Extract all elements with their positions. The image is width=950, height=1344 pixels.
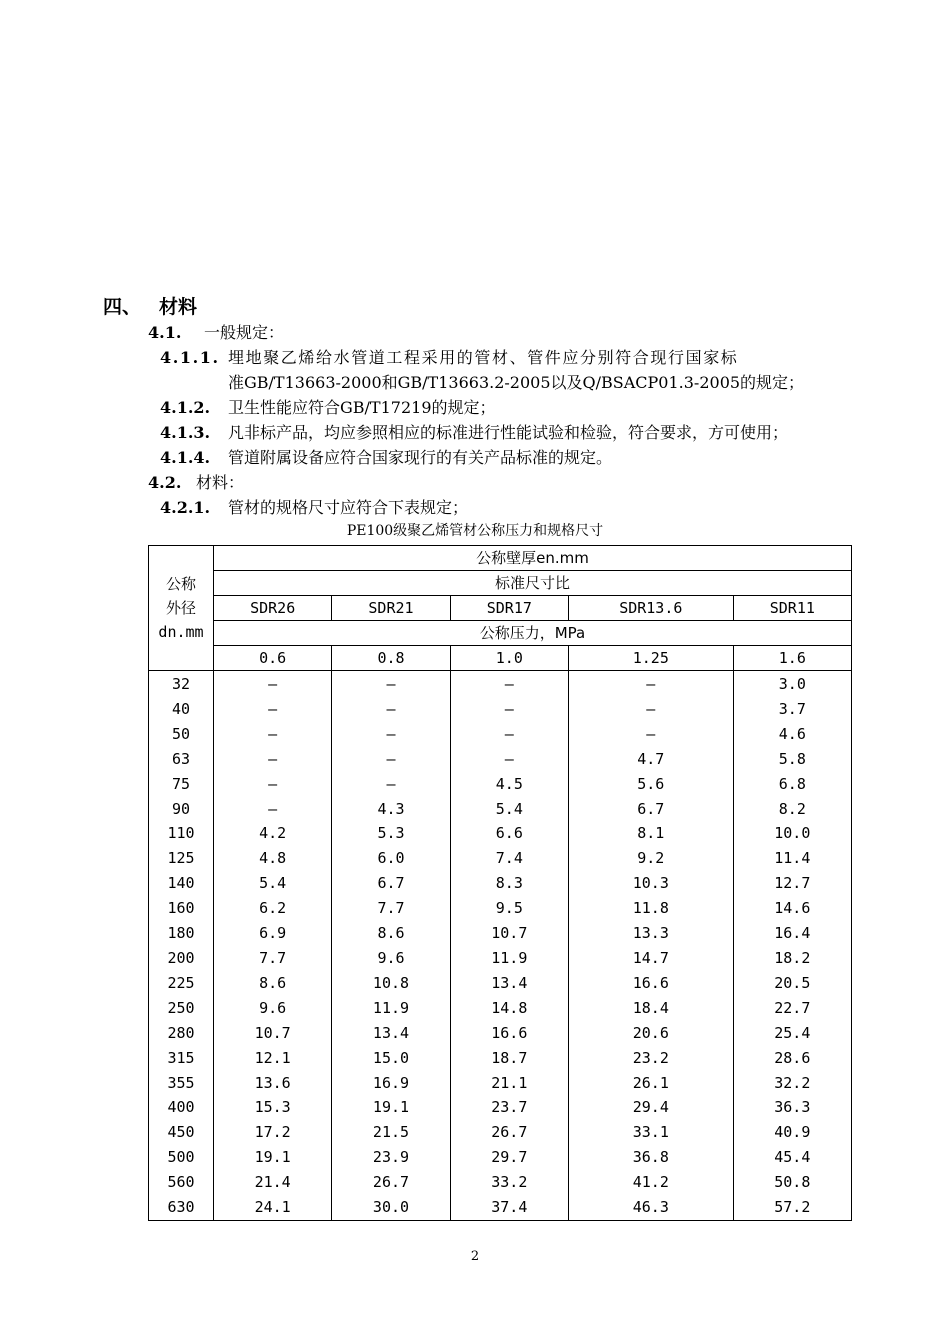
table-row	[149, 671, 852, 697]
wall-thickness-cell: 8.2	[733, 797, 851, 822]
outer-diameter-cell: 90	[149, 797, 214, 822]
wall-thickness-cell: 33.2	[450, 1170, 568, 1195]
outer-diameter-cell: 180	[149, 921, 214, 946]
outer-diameter-cell: 450	[149, 1120, 214, 1145]
wall-thickness-cell: 16.9	[332, 1071, 450, 1096]
page-number: 2	[470, 1249, 480, 1264]
pressure-header: 0.6	[214, 646, 332, 671]
table-row	[149, 1021, 852, 1046]
wall-thickness-cell: 9.6	[332, 946, 450, 971]
clause-text: 卫生性能应符合GB/T17219的规定；	[228, 398, 496, 417]
wall-thickness-cell: 11.8	[568, 896, 733, 921]
wall-thickness-cell: 50.8	[733, 1170, 851, 1195]
row-header-line: dn.mm	[158, 623, 204, 641]
table-row	[149, 1046, 852, 1071]
table-row	[149, 996, 852, 1021]
wall-thickness-cell: 18.7	[450, 1046, 568, 1071]
wall-thickness-cell: 45.4	[733, 1145, 851, 1170]
row-header-line: 公称	[165, 575, 196, 593]
wall-thickness-cell: 6.7	[568, 797, 733, 822]
outer-diameter-cell: 280	[149, 1021, 214, 1046]
outer-diameter-cell: 560	[149, 1170, 214, 1195]
wall-thickness-cell: 4.2	[214, 821, 332, 846]
wall-thickness-cell: 14.6	[733, 896, 851, 921]
outer-diameter-cell: 500	[149, 1145, 214, 1170]
table-row	[149, 871, 852, 896]
clause-4-1-3	[160, 422, 788, 444]
wall-thickness-cell: 6.0	[332, 846, 450, 871]
table-row	[149, 1071, 852, 1096]
table-row	[149, 797, 852, 822]
outer-diameter-cell: 315	[149, 1046, 214, 1071]
clause-text: 管材的规格尺寸应符合下表规定；	[228, 498, 469, 517]
outer-diameter-cell: 400	[149, 1095, 214, 1120]
wall-thickness-cell: 9.5	[450, 896, 568, 921]
outer-diameter-cell: 250	[149, 996, 214, 1021]
outer-diameter-cell: 32	[149, 671, 214, 697]
wall-thickness-cell: 30.0	[332, 1195, 450, 1220]
wall-thickness-cell: 26.1	[568, 1071, 733, 1096]
outer-diameter-cell: 630	[149, 1195, 214, 1220]
pressure-header: 1.25	[568, 646, 733, 671]
sdr-header: SDR17	[450, 596, 568, 621]
wall-thickness-cell: 9.6	[214, 996, 332, 1021]
wall-thickness-cell: 4.3	[332, 797, 450, 822]
wall-thickness-cell: 21.5	[332, 1120, 450, 1145]
wall-thickness-cell: 22.7	[733, 996, 851, 1021]
wall-thickness-cell: 7.4	[450, 846, 568, 871]
table-row	[149, 846, 852, 871]
section-number: 四、	[103, 296, 142, 318]
row-header-cell	[149, 546, 214, 671]
clause-number: 4.1.2.	[160, 398, 211, 417]
table-row	[149, 896, 852, 921]
table-row	[149, 772, 852, 797]
wall-thickness-cell: 10.0	[733, 821, 851, 846]
table-row	[149, 946, 852, 971]
wall-thickness-cell: —	[332, 772, 450, 797]
row-header-line: 外径	[165, 599, 196, 617]
table-row	[149, 722, 852, 747]
wall-thickness-cell: 12.7	[733, 871, 851, 896]
table-body	[149, 671, 852, 1221]
table-caption: PE100级聚乙烯管材公称压力和规格尺寸	[346, 523, 604, 539]
outer-diameter-cell: 160	[149, 896, 214, 921]
wall-thickness-cell: 14.8	[450, 996, 568, 1021]
wall-thickness-cell: 18.2	[733, 946, 851, 971]
wall-thickness-cell: 23.2	[568, 1046, 733, 1071]
wall-thickness-cell: —	[214, 722, 332, 747]
outer-diameter-cell: 225	[149, 971, 214, 996]
clause-4-1	[148, 322, 284, 344]
clause-text: 管道附属设备应符合国家现行的有关产品标准的规定。	[228, 448, 613, 467]
outer-diameter-cell: 40	[149, 697, 214, 722]
clause-number: 4.1.	[148, 323, 182, 342]
outer-diameter-cell: 63	[149, 747, 214, 772]
outer-diameter-cell: 355	[149, 1071, 214, 1096]
clause-number: 4.2.	[148, 473, 182, 492]
wall-thickness-cell: 11.9	[450, 946, 568, 971]
wall-thickness-cell: 23.7	[450, 1095, 568, 1120]
wall-thickness-cell: 4.5	[450, 772, 568, 797]
wall-thickness-cell: 8.3	[450, 871, 568, 896]
table-row	[149, 921, 852, 946]
section-title: 材料	[159, 296, 198, 318]
wall-thickness-cell: 7.7	[214, 946, 332, 971]
clause-4-1-1-continuation	[228, 372, 804, 394]
table-row	[149, 821, 852, 846]
outer-diameter-cell: 110	[149, 821, 214, 846]
wall-thickness-cell: 8.6	[214, 971, 332, 996]
wall-thickness-cell: 16.6	[568, 971, 733, 996]
wall-thickness-cell: 15.3	[214, 1095, 332, 1120]
clause-text: 材料：	[196, 473, 245, 492]
sdr-header: SDR11	[733, 596, 851, 621]
clause-4-2-1	[160, 497, 468, 519]
wall-thickness-cell: 4.6	[733, 722, 851, 747]
table-row	[149, 1195, 852, 1220]
table-row	[149, 971, 852, 996]
wall-thickness-cell: 25.4	[733, 1021, 851, 1046]
wall-thickness-cell: 13.3	[568, 921, 733, 946]
wall-thickness-cell: 5.3	[332, 821, 450, 846]
wall-thickness-cell: —	[450, 697, 568, 722]
wall-thickness-cell: —	[214, 671, 332, 697]
clause-4-1-2	[160, 397, 496, 419]
sdr-header: SDR21	[332, 596, 450, 621]
outer-diameter-cell: 140	[149, 871, 214, 896]
table-row	[149, 1095, 852, 1120]
wall-thickness-cell: —	[214, 747, 332, 772]
wall-thickness-cell: —	[450, 722, 568, 747]
wall-thickness-cell: 10.7	[450, 921, 568, 946]
wall-thickness-cell: —	[214, 772, 332, 797]
outer-diameter-cell: 75	[149, 772, 214, 797]
outer-diameter-cell: 200	[149, 946, 214, 971]
wall-thickness-header: 公称壁厚en.mm	[214, 546, 852, 571]
wall-thickness-cell: —	[568, 671, 733, 697]
wall-thickness-cell: —	[332, 697, 450, 722]
table-row	[149, 747, 852, 772]
table-row	[149, 1120, 852, 1145]
wall-thickness-cell: 16.6	[450, 1021, 568, 1046]
wall-thickness-cell: 4.7	[568, 747, 733, 772]
wall-thickness-cell: 18.4	[568, 996, 733, 1021]
wall-thickness-cell: 8.6	[332, 921, 450, 946]
clause-4-1-1	[160, 347, 738, 369]
clause-number: 4.1.4.	[160, 448, 211, 467]
clause-4-2	[148, 472, 244, 494]
wall-thickness-cell: —	[450, 671, 568, 697]
sdr-header: SDR26	[214, 596, 332, 621]
wall-thickness-cell: 40.9	[733, 1120, 851, 1145]
wall-thickness-cell: 24.1	[214, 1195, 332, 1220]
wall-thickness-cell: 11.4	[733, 846, 851, 871]
clause-text-continued: 准GB/T13663-2000和GB/T13663.2-2005以及Q/BSACP01.3-2005的规定；	[228, 373, 805, 392]
wall-thickness-cell: 6.9	[214, 921, 332, 946]
clause-text: 一般规定：	[204, 323, 285, 342]
outer-diameter-cell: 50	[149, 722, 214, 747]
wall-thickness-cell: 36.8	[568, 1145, 733, 1170]
wall-thickness-cell: 26.7	[450, 1120, 568, 1145]
clause-number: 4.2.1.	[160, 498, 211, 517]
wall-thickness-cell: 4.8	[214, 846, 332, 871]
wall-thickness-cell: 13.6	[214, 1071, 332, 1096]
wall-thickness-cell: —	[568, 697, 733, 722]
wall-thickness-cell: 19.1	[332, 1095, 450, 1120]
wall-thickness-cell: 5.6	[568, 772, 733, 797]
wall-thickness-cell: 14.7	[568, 946, 733, 971]
wall-thickness-cell: 10.7	[214, 1021, 332, 1046]
pipe-spec-table	[148, 545, 852, 1221]
wall-thickness-cell: 6.2	[214, 896, 332, 921]
wall-thickness-cell: 41.2	[568, 1170, 733, 1195]
wall-thickness-cell: 11.9	[332, 996, 450, 1021]
wall-thickness-cell: 5.4	[450, 797, 568, 822]
wall-thickness-cell: 37.4	[450, 1195, 568, 1220]
wall-thickness-cell: 32.2	[733, 1071, 851, 1096]
wall-thickness-cell: —	[214, 697, 332, 722]
pressure-group-header: 公称压力，MPa	[214, 621, 852, 646]
wall-thickness-cell: 8.1	[568, 821, 733, 846]
sdr-header: SDR13.6	[568, 596, 733, 621]
clause-number: 4.1.1.	[160, 348, 220, 367]
table-row	[149, 1145, 852, 1170]
wall-thickness-cell: 10.8	[332, 971, 450, 996]
wall-thickness-cell: 13.4	[450, 971, 568, 996]
section-heading	[103, 294, 197, 320]
wall-thickness-cell: 6.7	[332, 871, 450, 896]
wall-thickness-cell: 7.7	[332, 896, 450, 921]
wall-thickness-cell: 3.7	[733, 697, 851, 722]
wall-thickness-cell: —	[568, 722, 733, 747]
table-row	[149, 1170, 852, 1195]
clause-number: 4.1.3.	[160, 423, 211, 442]
pressure-header: 1.0	[450, 646, 568, 671]
pressure-header: 0.8	[332, 646, 450, 671]
wall-thickness-cell: 3.0	[733, 671, 851, 697]
wall-thickness-cell: 20.6	[568, 1021, 733, 1046]
clause-text: 凡非标产品，均应参照相应的标准进行性能试验和检验，符合要求，方可使用；	[228, 423, 789, 442]
wall-thickness-cell: —	[332, 671, 450, 697]
wall-thickness-cell: 28.6	[733, 1046, 851, 1071]
sdr-group-header: 标准尺寸比	[214, 571, 852, 596]
wall-thickness-cell: 13.4	[332, 1021, 450, 1046]
wall-thickness-cell: —	[332, 722, 450, 747]
wall-thickness-cell: 21.4	[214, 1170, 332, 1195]
wall-thickness-cell: 29.7	[450, 1145, 568, 1170]
wall-thickness-cell: 6.6	[450, 821, 568, 846]
wall-thickness-cell: 10.3	[568, 871, 733, 896]
table-row	[149, 697, 852, 722]
wall-thickness-cell: 33.1	[568, 1120, 733, 1145]
wall-thickness-cell: 9.2	[568, 846, 733, 871]
wall-thickness-cell: 23.9	[332, 1145, 450, 1170]
wall-thickness-cell: —	[450, 747, 568, 772]
wall-thickness-cell: 21.1	[450, 1071, 568, 1096]
wall-thickness-cell: 12.1	[214, 1046, 332, 1071]
wall-thickness-cell: 36.3	[733, 1095, 851, 1120]
wall-thickness-cell: 5.8	[733, 747, 851, 772]
clause-text: 埋地聚乙烯给水管道工程采用的管材、管件应分别符合现行国家标	[228, 348, 739, 367]
wall-thickness-cell: 5.4	[214, 871, 332, 896]
wall-thickness-cell: 20.5	[733, 971, 851, 996]
wall-thickness-cell: 17.2	[214, 1120, 332, 1145]
wall-thickness-cell: 19.1	[214, 1145, 332, 1170]
wall-thickness-cell: 26.7	[332, 1170, 450, 1195]
wall-thickness-cell: —	[332, 747, 450, 772]
pressure-header: 1.6	[733, 646, 851, 671]
wall-thickness-cell: 57.2	[733, 1195, 851, 1220]
clause-4-1-4	[160, 447, 612, 469]
wall-thickness-cell: 46.3	[568, 1195, 733, 1220]
wall-thickness-cell: 29.4	[568, 1095, 733, 1120]
wall-thickness-cell: 16.4	[733, 921, 851, 946]
wall-thickness-cell: —	[214, 797, 332, 822]
wall-thickness-cell: 6.8	[733, 772, 851, 797]
wall-thickness-cell: 15.0	[332, 1046, 450, 1071]
outer-diameter-cell: 125	[149, 846, 214, 871]
